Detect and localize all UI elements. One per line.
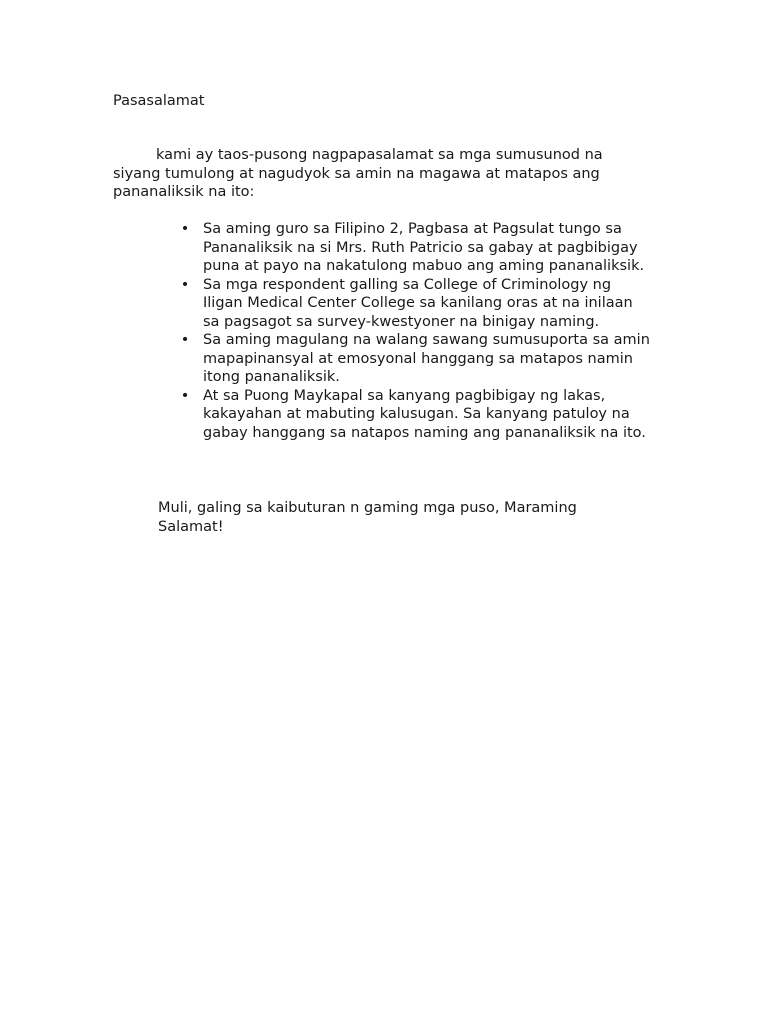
acknowledgement-list — [180, 220, 650, 442]
list-item — [180, 331, 650, 387]
document-title: Pasasalamat — [113, 93, 205, 109]
bullet-icon: • — [180, 276, 190, 293]
list-item — [180, 220, 650, 276]
bullet-icon: • — [180, 387, 190, 404]
list-item-text: At sa Puong Maykapal sa kanyang pagbibigay ng lakas, kakayahan at mabuting kalusugan. Sa kanyang patuloy na gabay hanggang sa natapos naming ang pananaliksik na ito. — [203, 387, 646, 441]
list-item — [180, 387, 650, 443]
intro-paragraph: kami ay taos-pusong nagpapasalamat sa mga sumusunod na siyang tumulong at nagudyok sa amin na magawa at matapos ang pananaliksik na ito: — [113, 147, 603, 200]
list-item-text: Sa mga respondent galling sa College of Criminology ng Iligan Medical Center College sa kanilang oras at na inilaan sa pagsagot sa survey-kwestyoner na binigay naming. — [203, 276, 633, 330]
list-item — [180, 276, 650, 332]
bullet-icon: • — [180, 332, 190, 348]
list-item-text: Sa aming magulang na walang sawang sumusuporta sa amin mapapinansyal at emosyonal hanggang sa matapos namin itong pananaliksik. — [203, 332, 650, 385]
bullet-icon: • — [180, 221, 190, 237]
list-item-text: Sa aming guro sa Filipino 2, Pagbasa at Pagsulat tungo sa Pananaliksik na si Mrs. Ruth Patricio sa gabay at pagbibigay puna at payo na nakatulong mabuo ang aming pananaliksik. — [203, 221, 645, 274]
closing-paragraph: Muli, galing sa kaibuturan n gaming mga puso, Maraming Salamat! — [158, 500, 577, 535]
